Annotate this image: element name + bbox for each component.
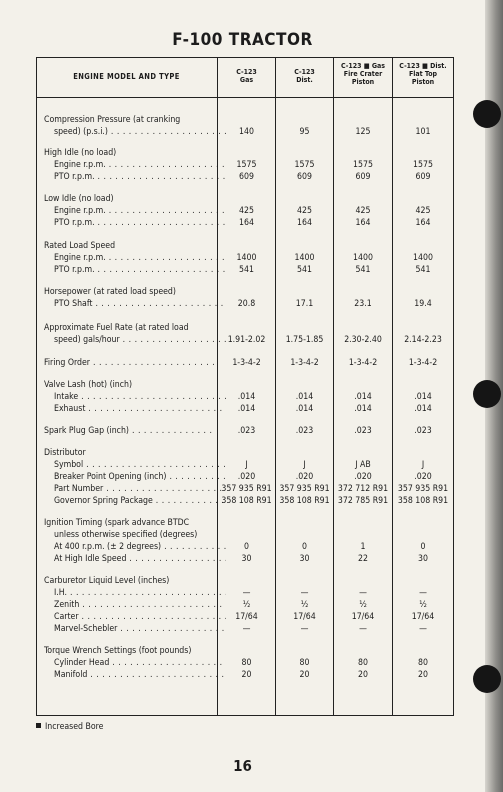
row-label: PTO r.p.m. . . .	[44, 264, 226, 276]
table-cell: 17/64	[411, 612, 435, 622]
table-cell: 17/64	[351, 612, 375, 622]
table-cell: 358 108 R91	[397, 496, 449, 506]
table-cell: 0	[420, 542, 426, 552]
row-label: Carburetor Liquid Level (inches)	[44, 576, 170, 586]
table-cell: .023	[414, 426, 432, 436]
table-cell: 101	[415, 127, 431, 137]
table-cell: 541	[239, 265, 254, 275]
table-cell: 357 935 R91	[279, 484, 330, 494]
table-cell: 80	[358, 658, 368, 668]
table-cell: 19.4	[414, 299, 432, 309]
table-cell: 23.1	[354, 299, 372, 309]
header-engine-model-label: ENGINE MODEL AND TYPE	[73, 72, 180, 81]
table-cell: .014	[295, 404, 314, 414]
row-label: Torque Wrench Settings (foot pounds)	[44, 646, 192, 656]
table-cell: 609	[239, 172, 254, 182]
row-label: Compression Pressure (at cranking	[44, 115, 181, 125]
table-cell: J AB	[355, 460, 371, 470]
table-cell: ½	[359, 600, 367, 610]
row-label: Approximate Fuel Rate (at rated load	[44, 323, 189, 333]
table-cell: 2.30-2.40	[344, 335, 382, 345]
table-cell: 1400	[294, 253, 315, 263]
row-label: PTO r.p.m. . . .	[44, 217, 226, 229]
table-cell: 20	[241, 670, 252, 680]
row-label: Exhaust . . .	[44, 403, 226, 415]
table-cell: 80	[299, 658, 310, 668]
table-cell: —	[359, 588, 367, 598]
table-cell: 609	[355, 172, 371, 182]
table-cell: 20.8	[237, 299, 256, 309]
table-cell: 541	[355, 265, 371, 275]
table-cell: —	[242, 588, 251, 598]
row-label: Breaker Point Opening (inch) . . .	[44, 471, 226, 483]
table-cell: 425	[239, 206, 254, 216]
row-label: Engine r.p.m. . . .	[44, 205, 226, 217]
table-cell: ½	[300, 600, 309, 610]
table-cell: .014	[295, 392, 314, 402]
table-cell: 30	[299, 554, 310, 564]
row-label: Firing Order . . .	[44, 357, 216, 369]
table-cell: 95	[299, 127, 310, 137]
row-label: PTO Shaft . . .	[44, 298, 226, 310]
row-label: Ignition Timing (spark advance BTDC	[44, 518, 190, 528]
header-col-3: C-123 ■ Gas Fire Crater Piston	[340, 62, 386, 86]
header-col-1: C-123 Gas	[236, 68, 257, 84]
table-cell: 17.1	[295, 299, 314, 309]
table-cell: 1575	[413, 160, 433, 170]
table-cell: 609	[297, 172, 312, 182]
table-cell: 17/64	[235, 612, 258, 622]
table-cell: —	[242, 624, 251, 634]
row-label: High Idle (no load)	[44, 148, 117, 158]
table-cell: .014	[237, 392, 256, 402]
row-label: speed) gals/hour . . .	[44, 334, 226, 346]
table-cell: 1575	[236, 160, 257, 170]
row-label: Engine r.p.m. . . .	[44, 159, 226, 171]
table-cell: —	[359, 624, 367, 634]
table-cell: 1.91-2.02	[227, 335, 266, 345]
row-label: Spark Plug Gap (inch) . . .	[44, 425, 216, 437]
table-cell: 1.75-1.85	[285, 335, 324, 345]
table-cell: ½	[242, 600, 251, 610]
table-cell: 425	[355, 206, 371, 216]
table-cell: 0	[244, 542, 249, 552]
table-cell: .020	[354, 472, 372, 482]
table-cell: 1-3-4-2	[348, 358, 378, 368]
table-cell: 125	[355, 127, 371, 137]
table-cell: .023	[237, 426, 256, 436]
table-cell: J	[421, 460, 425, 470]
table-cell: 20	[358, 670, 368, 680]
row-label: speed) (p.s.i.) . . .	[44, 126, 226, 138]
row-label: Cylinder Head . . .	[44, 657, 226, 669]
table-cell: 1400	[413, 253, 433, 263]
table-cell: 1400	[236, 253, 257, 263]
row-label: Part Number . . .	[44, 483, 226, 495]
row-label: Carter . . .	[44, 611, 226, 623]
table-cell: 80	[418, 658, 428, 668]
table-cell: 20	[299, 670, 310, 680]
table-cell: 1-3-4-2	[408, 358, 438, 368]
row-label: Zenith . . .	[44, 599, 226, 611]
table-cell: 80	[241, 658, 252, 668]
row-label: Marvel-Schebler . . .	[44, 623, 226, 635]
table-cell: —	[300, 624, 309, 634]
table-cell: 30	[418, 554, 428, 564]
table-cell: .023	[354, 426, 372, 436]
table-cell: 357 935 R91	[221, 484, 272, 494]
table-cell: .014	[237, 404, 256, 414]
table-cell: 1575	[294, 160, 315, 170]
table-cell: ½	[419, 600, 427, 610]
row-label: Governor Spring Package . . .	[44, 495, 226, 507]
header-col-2: C-123 Dist.	[294, 68, 315, 84]
table-cell: 1	[360, 542, 366, 552]
table-cell: —	[300, 588, 309, 598]
table-cell: 0	[302, 542, 307, 552]
binder-hole-top	[473, 100, 501, 128]
row-label: At 400 r.p.m. (± 2 degrees) . . .	[44, 541, 226, 553]
footnote-text: Increased Bore	[45, 722, 104, 732]
table-cell: 164	[239, 218, 254, 228]
table-cell: 1400	[353, 253, 373, 263]
table-cell: 30	[241, 554, 252, 564]
table-cell: 140	[239, 127, 254, 137]
row-label: Intake . . .	[44, 391, 226, 403]
table-cell: —	[419, 624, 427, 634]
row-label: Horsepower (at rated load speed)	[44, 287, 176, 297]
table-cell: J	[245, 460, 248, 470]
row-label: At High Idle Speed . . .	[44, 553, 226, 565]
row-label: Distributor	[44, 448, 86, 458]
table-cell: 22	[358, 554, 368, 564]
row-label: Manifold . . .	[44, 669, 226, 681]
row-label: Rated Load Speed	[44, 241, 116, 251]
page-title: F-100 TRACTOR	[172, 30, 313, 50]
table-cell: .020	[295, 472, 314, 482]
table-cell: 1-3-4-2	[232, 358, 261, 368]
table-cell: 20	[418, 670, 428, 680]
table-cell: 358 108 R91	[279, 496, 330, 506]
table-cell: 609	[415, 172, 431, 182]
table-cell: J	[303, 460, 306, 470]
table-cell: 164	[355, 218, 371, 228]
table-cell: 541	[297, 265, 312, 275]
table-cell: 357 935 R91	[397, 484, 449, 494]
table-cell: 358 108 R91	[221, 496, 272, 506]
table-cell: —	[419, 588, 427, 598]
square-marker-icon	[36, 723, 41, 728]
row-label: PTO r.p.m. . . .	[44, 171, 226, 183]
table-cell: 164	[415, 218, 431, 228]
table-cell: .020	[237, 472, 256, 482]
table-cell: 425	[415, 206, 431, 216]
table-cell: .014	[354, 392, 372, 402]
row-label: Symbol . . .	[44, 459, 226, 471]
table-cell: 1575	[353, 160, 373, 170]
table-cell: 2.14-2.23	[404, 335, 442, 345]
table-cell: .014	[414, 392, 432, 402]
page-number: 16	[233, 757, 252, 775]
row-label: Engine r.p.m. . . .	[44, 252, 226, 264]
table-cell: 1-3-4-2	[290, 358, 319, 368]
row-label: I.H. . . .	[44, 587, 226, 599]
footnote	[36, 722, 103, 732]
table-cell: .014	[354, 404, 372, 414]
table-cell: .023	[295, 426, 314, 436]
table-cell: 164	[297, 218, 312, 228]
binder-hole-bottom	[473, 665, 501, 693]
table-cell: .020	[414, 472, 432, 482]
row-label: Low Idle (no load)	[44, 194, 114, 204]
table-cell: 425	[297, 206, 312, 216]
binder-hole-middle	[473, 380, 501, 408]
row-label: unless otherwise specified (degrees)	[54, 530, 198, 540]
table-cell: 541	[415, 265, 431, 275]
row-label: Valve Lash (hot) (inch)	[44, 380, 133, 390]
table-cell: 372 712 R91	[337, 484, 389, 494]
table-cell: 17/64	[293, 612, 316, 622]
table-cell: 372 785 R91	[337, 496, 389, 506]
table-cell: .014	[414, 404, 432, 414]
header-col-4: C-123 ■ Dist. Flat Top Piston	[399, 62, 447, 86]
